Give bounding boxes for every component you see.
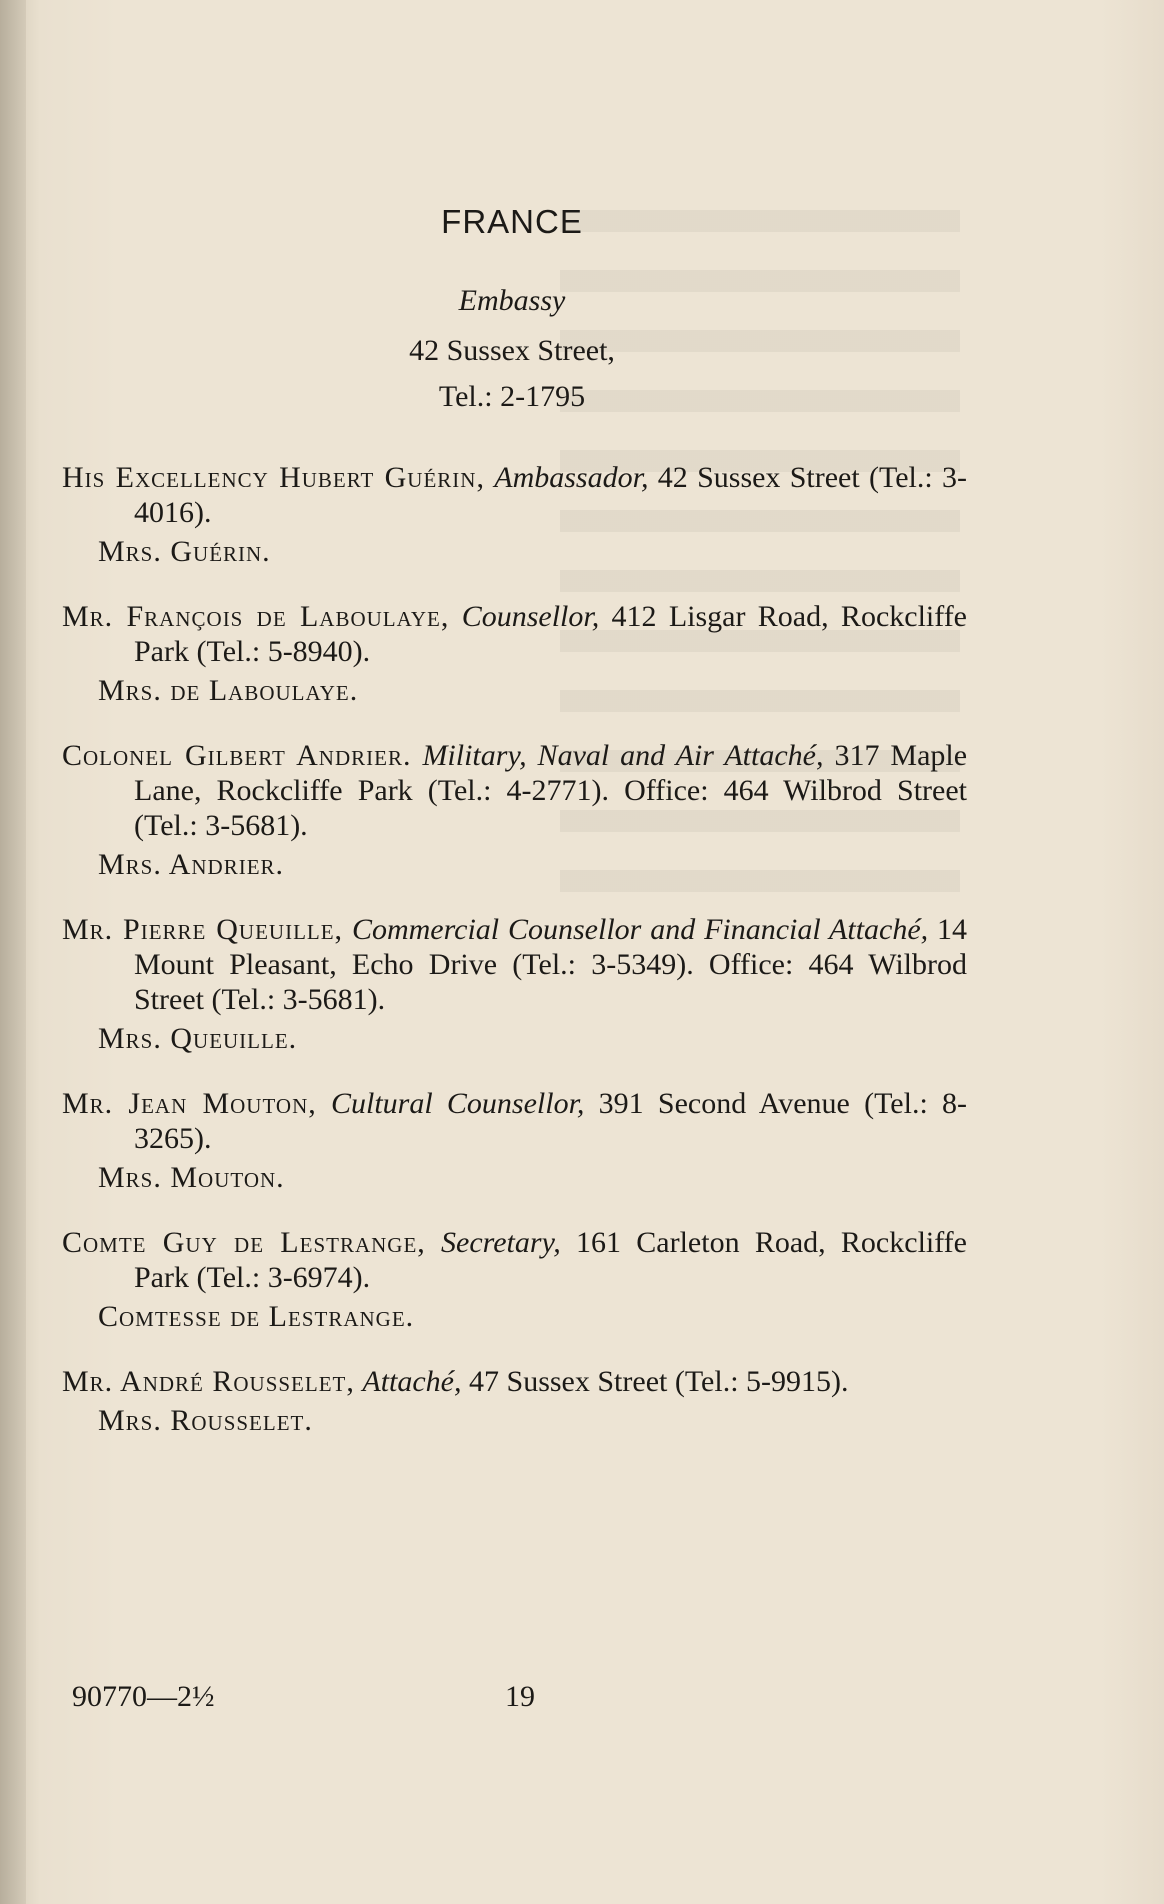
spouse-name: Mrs. Andrier. — [98, 848, 285, 881]
diplomat-entry — [62, 1086, 967, 1195]
diplomat-name: Mr. Pierre Queuille, — [62, 913, 344, 946]
diplomat-details: 161 Carleton Road, Rockcliffe Park (Tel.: 3-6974). — [134, 1226, 967, 1294]
entry-text — [62, 738, 967, 843]
diplomat-name: His Excellency Hubert Guérin, — [62, 461, 485, 494]
diplomat-name: Mr. André Rousselet, — [62, 1365, 355, 1398]
diplomat-role: Commercial Counsellor and Financial Attaché, — [351, 913, 929, 946]
embassy-telephone: Tel.: 2-1795 — [438, 380, 586, 413]
page-number: 19 — [505, 1680, 535, 1713]
entry-text — [62, 599, 967, 669]
spouse-name: Mrs. Rousselet. — [98, 1404, 313, 1437]
diplomat-entry — [62, 599, 967, 708]
diplomat-list — [62, 460, 967, 1468]
entry-text — [62, 460, 967, 530]
spouse-name: Mrs. Queuille. — [98, 1022, 298, 1055]
diplomat-entry — [62, 912, 967, 1056]
diplomat-name: Mr. Jean Mouton, — [62, 1087, 317, 1120]
print-code: 90770—2½ — [72, 1680, 215, 1713]
diplomat-name: Mr. François de Laboulaye, — [62, 600, 450, 633]
embassy-address: 42 Sussex Street, — [409, 334, 615, 367]
spouse-name: Mrs. Mouton. — [98, 1161, 285, 1194]
spouse-name: Mrs. de Laboulaye. — [98, 674, 359, 707]
spouse-name: Mrs. Guérin. — [98, 535, 271, 568]
entry-text — [62, 1225, 967, 1295]
entry-text — [62, 912, 967, 1017]
diplomat-details: 47 Sussex Street (Tel.: 5-9915). — [469, 1365, 849, 1398]
diplomat-entry — [62, 738, 967, 882]
diplomat-name: Colonel Gilbert Andrier. — [62, 739, 412, 772]
diplomat-details: 42 Sussex Street (Tel.: 3-4016). — [134, 461, 968, 529]
spouse-name: Comtesse de Lestrange. — [98, 1300, 415, 1333]
diplomat-role: Ambassador, — [494, 461, 649, 494]
diplomat-entry — [62, 460, 967, 569]
country-heading: FRANCE — [441, 203, 583, 240]
diplomat-details: 391 Second Avenue (Tel.: 8-3265). — [134, 1087, 968, 1155]
diplomat-details: 412 Lisgar Road, Rockcliffe Park (Tel.: 5-8940). — [134, 600, 967, 668]
entry-text — [62, 1086, 967, 1156]
diplomat-role: Attaché, — [362, 1365, 462, 1398]
diplomat-details: 317 Maple Lane, Rockcliffe Park (Tel.: 4-2771). Office: 464 Wilbrod Street (Tel.: 3-5681). — [134, 739, 968, 842]
diplomat-name: Comte Guy de Lestrange, — [62, 1226, 426, 1259]
diplomat-entry — [62, 1364, 967, 1438]
diplomat-role: Cultural Counsellor, — [331, 1087, 585, 1120]
entry-text — [62, 1364, 967, 1399]
embassy-subtitle: Embassy — [458, 284, 566, 317]
diplomat-role: Secretary, — [441, 1226, 561, 1259]
diplomat-role: Counsellor, — [461, 600, 600, 633]
diplomat-details: 14 Mount Pleasant, Echo Drive (Tel.: 3-5349). Office: 464 Wilbrod Street (Tel.: 3-5681). — [134, 913, 968, 1016]
diplomat-entry — [62, 1225, 967, 1334]
diplomat-role: Military, Naval and Air Attaché, — [422, 739, 824, 772]
